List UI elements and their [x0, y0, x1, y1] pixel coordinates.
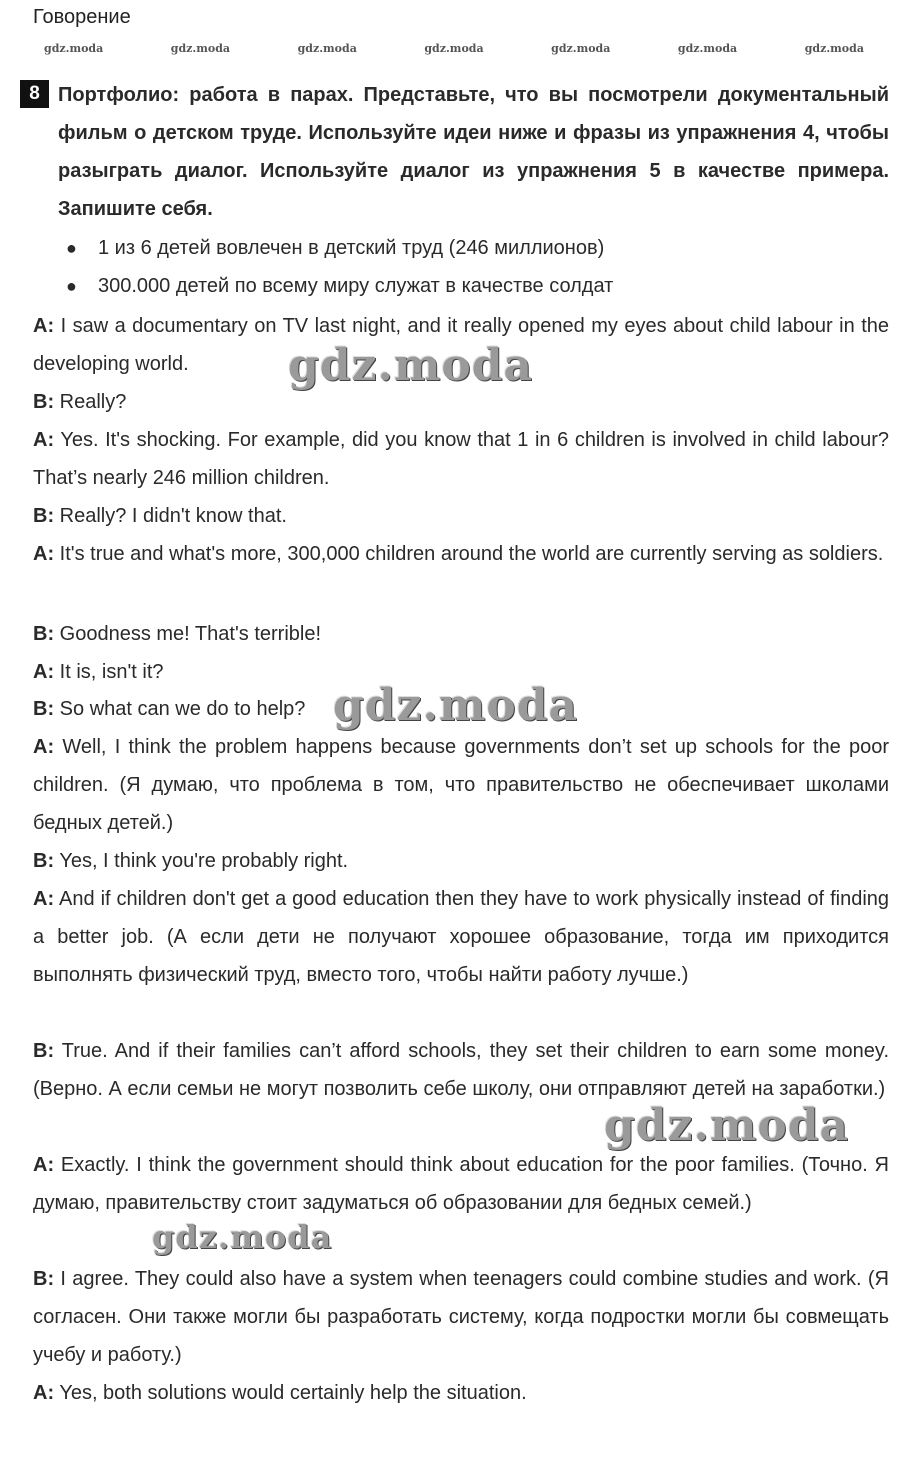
speaker: B:: [33, 1040, 55, 1062]
watermark: gdz.moda: [424, 42, 484, 55]
exercise-number: 8: [20, 80, 49, 108]
dialogue-line: [33, 1374, 889, 1412]
dialogue-line: [33, 615, 889, 653]
line-text: True. And if their families can’t afford schools, they set their children to earn some money. (Верно. А если семьи не могут позволить себе школу, они отправляют детей на заработки.): [33, 1040, 889, 1100]
dialogue-line: [33, 1260, 889, 1374]
watermark: gdz.moda: [677, 42, 738, 55]
dialogue-line: [33, 421, 889, 497]
dialogue-line: [33, 880, 889, 994]
speaker: A:: [33, 315, 55, 337]
watermark-large: gdz.moda: [333, 680, 579, 731]
watermark: gdz.moda: [297, 42, 357, 55]
line-text: Yes, both solutions would certainly help the situation.: [59, 1382, 527, 1404]
dialogue-line: [33, 1032, 889, 1108]
dialogue-line: [33, 728, 889, 842]
line-text: Yes. It's shocking. For example, did you know that 1 in 6 children is involved in child labour? That’s nearly 246 million children.: [33, 429, 889, 489]
watermark: gdz.moda: [551, 42, 611, 55]
speaker: A:: [33, 1154, 55, 1176]
watermark-large: gdz.moda: [288, 340, 534, 391]
speaker: B:: [33, 1268, 55, 1290]
speaker: A:: [33, 736, 55, 758]
line-text: It is, isn't it?: [59, 661, 164, 683]
line-text: Really? I didn't know that.: [59, 505, 287, 527]
speaker: A:: [33, 1382, 55, 1404]
watermark: gdz.moda: [804, 42, 864, 55]
speaker: B:: [33, 850, 55, 872]
dialogue-line: [33, 497, 889, 535]
line-text: And if children don't get a good education then they have to work physically instead of finding a better job. (А если дети не получают хорошее образование, тогда им приходится выполнять физический труд, вместо того, чтобы найти работу лучше.): [33, 888, 890, 986]
watermark-large: gdz.moda: [604, 1100, 850, 1151]
speaker: A:: [33, 429, 55, 451]
watermark: gdz.moda: [170, 42, 231, 55]
exercise-instruction: Портфолио: работа в парах. Представьте, что вы посмотрели документальный фильм о детском труде. Используйте идеи ниже и фразы из упражнения 4, чтобы разыграть диалог. Используйте диалог из упражнения 5 в качестве примера. Запишите себя.: [58, 84, 889, 220]
bullet-icon: ●: [66, 276, 77, 296]
bullet-icon: ●: [66, 238, 77, 258]
speaker: A:: [33, 543, 55, 565]
speaker: B:: [33, 505, 55, 527]
line-text: I saw a documentary on TV last night, and it really opened my eyes about child labour in the developing world.: [33, 315, 889, 375]
line-text: So what can we do to help?: [59, 698, 306, 720]
speaker: B:: [33, 623, 55, 645]
line-text: I agree. They could also have a system when teenagers could combine studies and work. (Я согласен. Они также могли бы разработать систему, когда подростки могли бы совмещать учебу и работу.): [33, 1268, 889, 1366]
watermark-large: gdz.moda: [152, 1218, 333, 1256]
line-text: Really?: [59, 391, 127, 413]
list-item: ● 1 из 6 детей вовлечен в детский труд (246 миллионов): [58, 229, 889, 267]
dialogue-line: [33, 842, 889, 880]
line-text: Yes, I think you're probably right.: [59, 850, 349, 872]
speaker: B:: [33, 391, 55, 413]
line-text: Well, I think the problem happens because governments don’t set up schools for the poor children. (Я думаю, что проблема в том, что правительство не обеспечивает школами бедных детей.): [33, 736, 889, 834]
dialogue-line: [33, 535, 889, 573]
line-text: Goodness me! That's terrible!: [59, 623, 322, 645]
line-text: It's true and what's more, 300,000 children around the world are currently serving as soldiers.: [59, 543, 884, 565]
line-text: Exactly. I think the government should think about education for the poor families. (Точно. Я думаю, правительству стоит задуматься об образовании для бедных семей.): [33, 1154, 890, 1214]
list-item: ● 300.000 детей по всему миру служат в качестве солдат: [58, 267, 889, 305]
speaker: B:: [33, 698, 55, 720]
section-title: Говорение: [33, 6, 131, 28]
watermark-row: [44, 42, 864, 55]
ideas-list: [58, 229, 889, 305]
watermark: gdz.moda: [44, 42, 104, 55]
speaker: A:: [33, 888, 55, 910]
dialogue-line: [33, 1146, 889, 1222]
speaker: A:: [33, 661, 55, 683]
